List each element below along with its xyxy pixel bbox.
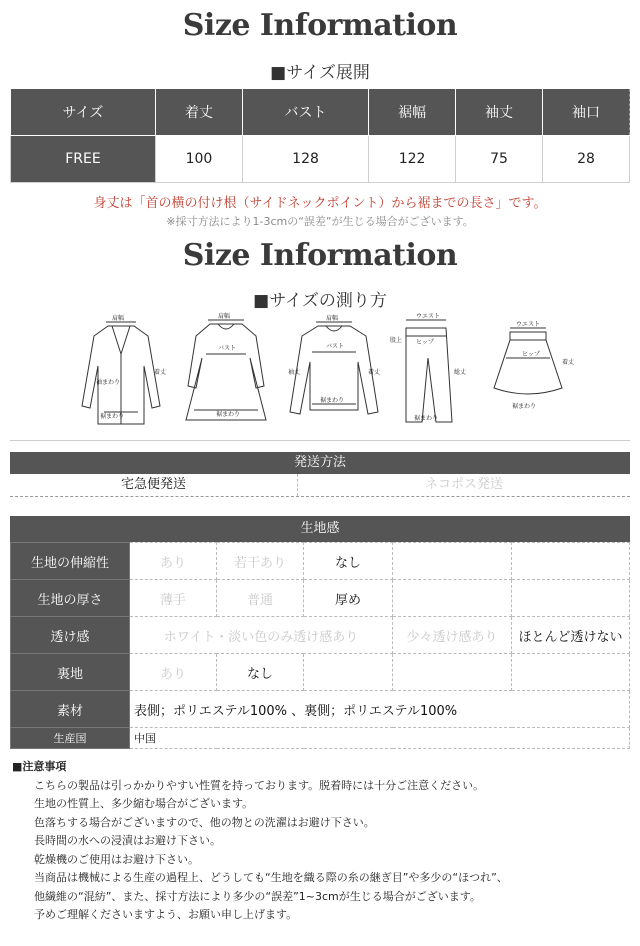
size-cell: FREE xyxy=(11,136,156,183)
fabric-row-lining xyxy=(11,654,630,691)
fabric-row-sheerness xyxy=(11,617,630,654)
fabric-cell: ほとんど透けない xyxy=(512,617,630,654)
kitake-label: 着丈 xyxy=(368,369,381,376)
fabric-row-stretch xyxy=(11,543,630,580)
size-table-row xyxy=(11,136,630,183)
fabric-row-label: 生地の厚さ xyxy=(11,580,130,617)
susomawari-label: 裾まわり xyxy=(320,397,345,404)
size-cell: 100 xyxy=(156,136,243,183)
measurement-note: 身丈は「首の横の付け根（サイドネックポイント）から裾までの長さ」です。 xyxy=(93,196,547,211)
fabric-row-label: 裏地 xyxy=(11,654,130,691)
fabric-cell xyxy=(393,654,512,691)
fabric-table xyxy=(10,542,630,749)
size-section-subtitle: ■サイズ展開 xyxy=(270,63,370,83)
fabric-row-label: 素材 xyxy=(11,691,130,728)
size-header-cell: 袖丈 xyxy=(456,89,543,136)
waist-label: ウエスト xyxy=(516,321,541,328)
size-table-header-row xyxy=(11,89,630,136)
size-header-cell: 袖口 xyxy=(543,89,630,136)
dress-diagram xyxy=(180,314,272,430)
susomawari-label: 裾まわり xyxy=(100,413,125,420)
fabric-cell xyxy=(393,580,512,617)
fabric-row-label: 透け感 xyxy=(11,617,130,654)
fabric-title: 生地感 xyxy=(10,516,630,542)
bust-label: バスト xyxy=(218,345,237,352)
fabric-cell: 薄手 xyxy=(130,580,217,617)
fabric-cell: 普通 xyxy=(217,580,304,617)
caution-line: 乾燥機のご使用はお避け下さい。 xyxy=(34,852,199,866)
fabric-cell: なし xyxy=(304,543,393,580)
hip-label: ヒップ xyxy=(416,339,434,346)
sode-label: 袖丈 xyxy=(288,369,301,376)
size-cell: 128 xyxy=(242,136,368,183)
fabric-row-material xyxy=(11,691,630,728)
skirt-diagram xyxy=(486,314,575,430)
caution-line: こちらの製品は引っかかりやすい性質を持っております。脱着時には十分ご注意ください。 xyxy=(34,778,485,792)
mata-label: 股上 xyxy=(390,337,403,344)
kata-label: 肩幅 xyxy=(218,313,231,320)
fabric-cell: なし xyxy=(217,654,304,691)
sodemawari-label: 袖まわり xyxy=(96,379,121,386)
size-cell: 122 xyxy=(369,136,456,183)
bust-label: バスト xyxy=(326,343,345,350)
coat-diagram xyxy=(76,314,166,430)
fabric-cell xyxy=(512,543,630,580)
caution-line: 生地の性質上、多少縮む場合がございます。 xyxy=(34,797,254,810)
fabric-cell: あり xyxy=(130,654,217,691)
fabric-cell: 若干あり xyxy=(217,543,304,580)
kitake-label: 着丈 xyxy=(562,359,575,366)
caution-line: 長時間の水への浸漬はお避け下さい。 xyxy=(34,834,221,847)
size-header-cell: バスト xyxy=(242,89,368,136)
page-title: Size Information xyxy=(182,8,458,43)
caution-line: 当商品は機械による生産の過程上、どうしても“生地を織る際の糸の継ぎ目”や多少の“ほつれ”、 xyxy=(34,871,508,884)
hip-label: ヒップ xyxy=(522,351,540,358)
origin-value: 中国 xyxy=(130,728,630,749)
shipping-option-takkyubin: 宅急便発送 xyxy=(10,474,298,496)
size-header-cell: 裾幅 xyxy=(369,89,456,136)
susomawari-label: 裾まわり xyxy=(512,403,537,410)
error-margin-note: ※採寸方法により1-3cmの“誤差”が生じる場合がございます。 xyxy=(166,215,474,228)
kitake-label: 着丈 xyxy=(154,369,167,376)
fabric-cell: ホワイト・淡い色のみ透け感あり xyxy=(130,617,393,654)
shipping-title: 発送方法 xyxy=(10,452,630,474)
fabric-cell xyxy=(304,654,393,691)
size-header-cell: サイズ xyxy=(11,89,156,136)
size-header-cell: 着丈 xyxy=(156,89,243,136)
soutake-label: 総丈 xyxy=(454,369,467,376)
fabric-row-label: 生産国 xyxy=(11,728,130,749)
susomawari-label: 裾まわり xyxy=(414,415,439,422)
kata-label: 肩幅 xyxy=(112,315,125,322)
section-divider xyxy=(10,440,630,441)
material-value: 表側；ポリエステル100% 、裏側；ポリエステル100% xyxy=(130,691,630,728)
susomawari-label: 裾まわり xyxy=(216,411,241,418)
fabric-row-origin xyxy=(11,728,630,749)
fabric-cell xyxy=(512,654,630,691)
fabric-cell: 少々透け感あり xyxy=(393,617,512,654)
size-table xyxy=(10,88,630,183)
kata-label: 肩幅 xyxy=(326,315,339,322)
section-title-2: Size Information xyxy=(182,238,458,273)
pants-diagram xyxy=(386,314,470,430)
fabric-cell xyxy=(393,543,512,580)
waist-label: ウエスト xyxy=(416,313,441,320)
caution-line: 他繊維の“混紡”、また、採寸方法により多少の“誤差”1~3cmが生じる場合がございます。 xyxy=(34,889,481,903)
fabric-row-thickness xyxy=(11,580,630,617)
sweater-diagram xyxy=(286,314,382,430)
cautions-section xyxy=(12,758,508,925)
measure-section-subtitle: ■サイズの測り方 xyxy=(253,291,387,311)
fabric-row-label: 生地の伸縮性 xyxy=(11,543,130,580)
fabric-cell: あり xyxy=(130,543,217,580)
caution-line: 色落ちする場合がございますので、他の物との洗濯はお避け下さい。 xyxy=(34,815,375,829)
shipping-options xyxy=(10,474,630,497)
cautions-title: ■注意事項 xyxy=(12,760,67,773)
size-cell: 75 xyxy=(456,136,543,183)
size-cell: 28 xyxy=(543,136,630,183)
caution-line: 予めご理解くださいますよう、お願い申し上げます。 xyxy=(34,908,298,921)
fabric-cell: 厚め xyxy=(304,580,393,617)
fabric-cell xyxy=(512,580,630,617)
shipping-option-nekopos: ネコポス発送 xyxy=(424,477,503,492)
